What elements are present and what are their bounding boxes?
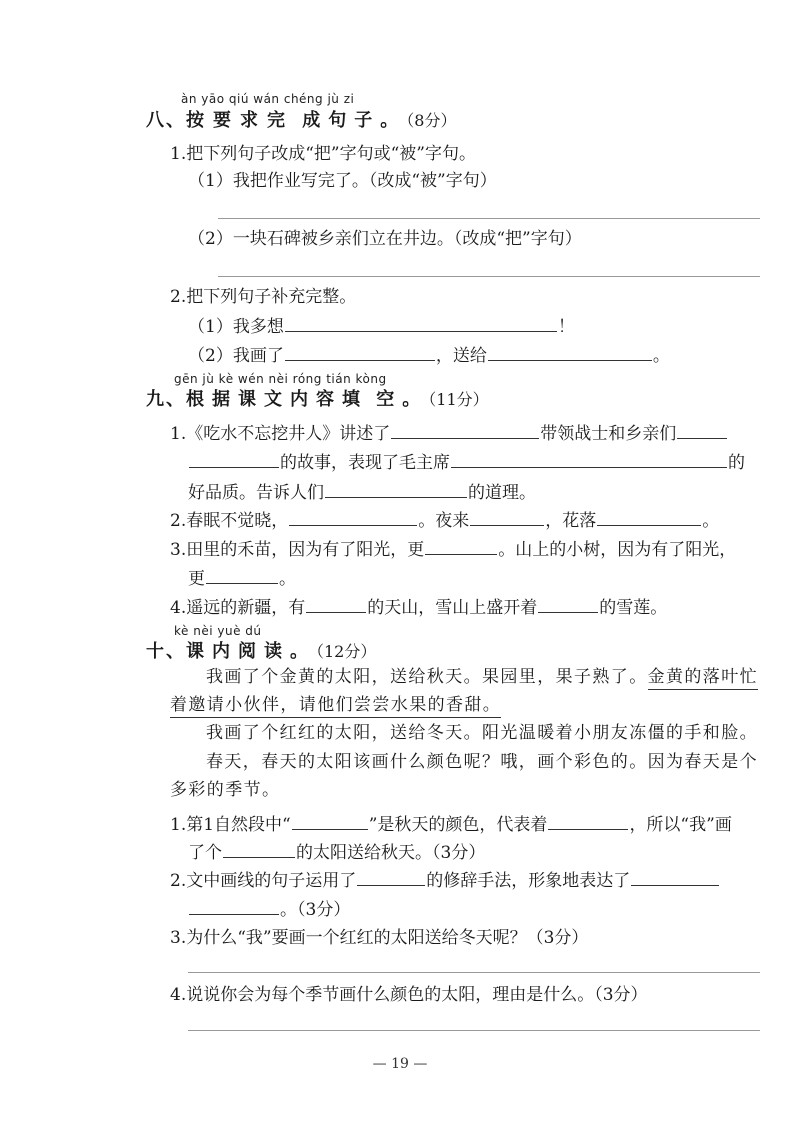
- reading-paragraph-3-line-2: 多彩的季节。: [170, 780, 281, 800]
- q1-text-c: 的故事，表现了毛主席: [280, 453, 450, 473]
- blank[interactable]: [391, 421, 539, 439]
- section-9-heading: [146, 389, 489, 411]
- reading-paragraph-2: 我画了个红红的太阳，送给冬天。阳光温暖着小朋友冻僵的手和脸。: [206, 723, 758, 743]
- q1-text-b: ”是秋天的颜色，代表着: [368, 815, 548, 835]
- q3-text-d: 。: [279, 569, 296, 589]
- p1-text-a: 我画了个金黄的太阳，送给秋天。果园里，果子熟了。: [206, 667, 648, 687]
- section-10-title: 课内阅读。: [186, 641, 316, 662]
- reading-paragraph-1-line-1: [206, 666, 758, 688]
- q2-text-a: 2.文中画线的句子运用了: [170, 871, 357, 891]
- q3-text-a: 3.田里的禾苗，因为有了阳光，更: [170, 540, 425, 560]
- section-10-number: 十、: [146, 641, 186, 662]
- section-10-score: （12分）: [316, 642, 377, 661]
- q2-1-suffix: ！: [557, 317, 575, 337]
- q4-text-c: 的雪莲。: [599, 598, 668, 618]
- section-10-question-1-line-2: [188, 840, 485, 864]
- reading-paragraph-3-line-1: 春天，春天的太阳该画什么颜色呢？哦，画个彩色的。因为春天是个: [206, 752, 758, 772]
- section-10-question-1-line-1: [170, 812, 732, 836]
- section-9-number: 九、: [146, 389, 186, 410]
- q1-text-a: 1.《吃水不忘挖井人》讲述了: [170, 424, 391, 444]
- section-10-pinyin: kè nèi yuè dú: [174, 624, 262, 638]
- section-9-question-1-line-3: [188, 480, 536, 504]
- q1-text-e: 的太阳送给秋天。（3分）: [296, 843, 486, 863]
- section-9-question-1-line-2: [188, 450, 745, 474]
- underlined-sentence-a: 金黄的落叶忙: [648, 667, 758, 690]
- q1-text-e: 好品质。告诉人们: [188, 483, 324, 503]
- q2-text-c: 。（3分）: [280, 900, 351, 920]
- section-9-question-2: [170, 508, 719, 532]
- section-9-score: （11分）: [428, 390, 489, 409]
- section-9-question-3-line-1: [170, 537, 736, 561]
- q2-2-suffix: 。: [652, 346, 670, 366]
- section-8-question-1-1: （1）我把作业写完了。（改成“被”字句）: [188, 171, 497, 191]
- q2-text-a: 2.春眠不觉晓，: [170, 511, 289, 531]
- section-10-question-4: 4.说说你会为每个季节画什么颜色的太阳，理由是什么。（3分）: [170, 985, 648, 1005]
- q4-text-b: 的天山，雪山上盛开着: [367, 598, 538, 618]
- answer-line[interactable]: [188, 972, 760, 973]
- q1-text-d: 的: [728, 453, 745, 473]
- section-8-question-2: 2.把下列句子补充完整。: [170, 287, 357, 307]
- section-9-question-4: [170, 595, 667, 619]
- blank[interactable]: [285, 343, 435, 361]
- blank[interactable]: [677, 421, 727, 439]
- blank[interactable]: [223, 840, 295, 858]
- reading-paragraph-1-line-2: [170, 694, 501, 716]
- blank[interactable]: [631, 868, 719, 886]
- blank[interactable]: [325, 480, 467, 498]
- blank[interactable]: [206, 566, 278, 584]
- blank[interactable]: [425, 537, 497, 555]
- q3-text-c: 更: [188, 569, 205, 589]
- blank[interactable]: [451, 450, 727, 468]
- blank[interactable]: [597, 508, 701, 526]
- blank[interactable]: [538, 595, 598, 613]
- blank[interactable]: [357, 868, 425, 886]
- q3-text-b: 。山上的小树，因为有了阳光，: [498, 540, 737, 560]
- section-9-question-1-line-1: [170, 421, 728, 445]
- blank[interactable]: [470, 508, 544, 526]
- q4-text-a: 4.遥远的新疆，有: [170, 598, 306, 618]
- blank[interactable]: [548, 812, 628, 830]
- section-9-title-a: 根据课文内容填: [186, 389, 368, 410]
- q2-text-d: 。: [702, 511, 720, 531]
- blank[interactable]: [189, 450, 279, 468]
- q2-1-prefix: （1）我多想: [188, 317, 284, 337]
- blank[interactable]: [189, 897, 279, 915]
- q2-text-c: ，花落: [545, 511, 597, 531]
- q1-text-b: 带领战士和乡亲们: [540, 424, 677, 444]
- section-9-title-b: 空。: [376, 389, 429, 410]
- blank[interactable]: [292, 812, 368, 830]
- q1-text-a: 1.第1自然段中“: [170, 815, 291, 835]
- q2-2-prefix: （2）我画了: [188, 346, 284, 366]
- section-8-number: 八、: [146, 110, 186, 131]
- section-8-question-1: 1.把下列句子改成“把”字句或“被”字句。: [170, 144, 476, 164]
- section-8-heading: [146, 110, 456, 132]
- section-8-question-1-2: （2）一块石碑被乡亲们立在井边。（改成“把”字句）: [188, 229, 582, 249]
- blank[interactable]: [285, 314, 557, 332]
- blank[interactable]: [289, 508, 417, 526]
- section-8-title-a: 按要求完: [186, 110, 294, 131]
- underlined-sentence-b: 着邀请小伙伴，请他们尝尝水果的香甜。: [170, 695, 501, 718]
- q2-2-middle: ，送给: [435, 346, 487, 366]
- q2-text-b: 。夜来: [418, 511, 470, 531]
- page-number: — 19 —: [372, 1056, 428, 1072]
- section-8-score: （8分）: [406, 111, 457, 130]
- q2-text-b: 的修辞手法，形象地表达了: [426, 871, 631, 891]
- section-8-question-2-1: [188, 314, 575, 338]
- section-8-pinyin: àn yāo qiú wán chéng jù zi: [181, 92, 355, 106]
- section-10-heading: [146, 641, 376, 663]
- section-9-pinyin: gēn jù kè wén nèi róng tián kòng: [174, 372, 387, 386]
- answer-line[interactable]: [218, 218, 760, 219]
- answer-line[interactable]: [218, 276, 760, 277]
- q1-text-d: 了个: [188, 843, 222, 863]
- section-9-question-3-line-2: [188, 566, 296, 590]
- section-10-question-2-line-2: [188, 897, 350, 921]
- q1-text-c: ，所以“我”画: [629, 815, 732, 835]
- section-8-title-b: 成句子。: [302, 110, 407, 131]
- blank[interactable]: [488, 343, 652, 361]
- blank[interactable]: [306, 595, 366, 613]
- section-10-question-2-line-1: [170, 868, 720, 892]
- section-10-question-3: 3.为什么“我”要画一个红红的太阳送给冬天呢？（3分）: [170, 928, 589, 948]
- answer-line[interactable]: [188, 1030, 760, 1031]
- q1-text-f: 的道理。: [468, 483, 536, 503]
- section-8-question-2-2: [188, 343, 670, 367]
